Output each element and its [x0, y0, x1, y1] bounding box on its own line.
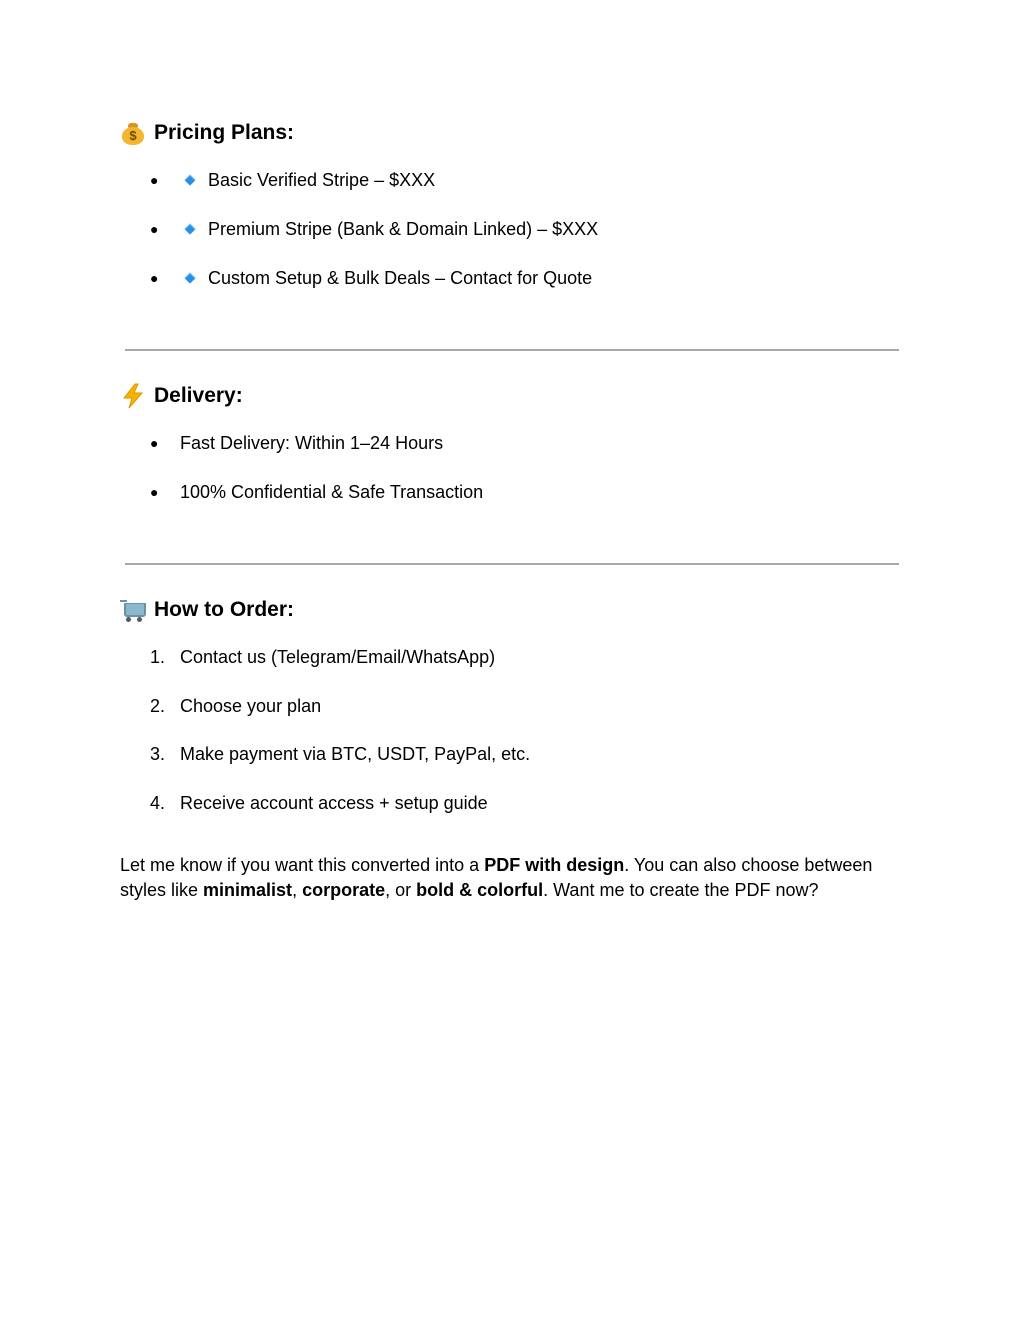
order-title: How to Order: [154, 598, 294, 621]
list-item [150, 267, 592, 289]
step-text: Contact us (Telegram/Email/WhatsApp) [180, 647, 496, 667]
list-item-text: 100% Confidential & Safe Transaction [180, 482, 484, 502]
bullet-marker: ● [150, 435, 159, 451]
closing-text: . Want me to create the PDF now? [543, 879, 819, 900]
delivery-heading [120, 383, 243, 409]
pricing-heading [120, 120, 294, 146]
step-number: 3. [150, 744, 166, 764]
pricing-title: Pricing Plans: [154, 121, 295, 144]
horizontal-divider [125, 563, 899, 565]
bullet-marker: ● [150, 221, 159, 237]
step-text: Receive account access + setup guide [180, 793, 488, 813]
closing-bold: corporate [302, 879, 386, 900]
money-bag-icon: $ [120, 120, 146, 146]
numbered-step [150, 646, 495, 668]
step-text: Make payment via BTC, USDT, PayPal, etc. [180, 744, 531, 764]
closing-bold: PDF with design [484, 855, 625, 875]
list-item-text: Fast Delivery: Within 1–24 Hours [180, 433, 444, 453]
shopping-cart-icon [120, 597, 146, 623]
step-number: 1. [150, 647, 166, 667]
order-heading [120, 597, 294, 623]
list-item [150, 432, 443, 454]
bullet-marker: ● [150, 270, 159, 286]
numbered-step [150, 695, 321, 717]
blue-diamond-icon [184, 223, 195, 234]
numbered-step [150, 792, 488, 814]
closing-paragraph [120, 853, 910, 902]
numbered-step [150, 743, 530, 765]
closing-bold: bold & colorful [416, 879, 544, 900]
bullet-marker: ● [150, 172, 159, 188]
blue-diamond-icon [184, 272, 195, 283]
list-item-text: Basic Verified Stripe – $XXX [208, 170, 436, 190]
list-item-text: Custom Setup & Bulk Deals – Contact for Quote [208, 268, 593, 288]
lightning-icon [120, 383, 146, 409]
closing-text: , or [385, 879, 417, 900]
step-number: 2. [150, 696, 166, 716]
closing-text: Let me know if you want this converted into a [120, 855, 485, 875]
bullet-marker: ● [150, 484, 159, 500]
horizontal-divider [125, 349, 899, 351]
closing-bold: minimalist [203, 879, 293, 900]
list-item-text: Premium Stripe (Bank & Domain Linked) – $XXX [208, 219, 599, 239]
closing-text: , [292, 879, 303, 900]
delivery-title: Delivery: [154, 384, 243, 407]
list-item [150, 169, 435, 191]
step-number: 4. [150, 793, 166, 813]
list-item [150, 218, 598, 240]
blue-diamond-icon [184, 174, 195, 185]
list-item [150, 481, 483, 503]
step-text: Choose your plan [180, 696, 322, 716]
closing-text: . You can also choose between styles like [120, 855, 873, 900]
